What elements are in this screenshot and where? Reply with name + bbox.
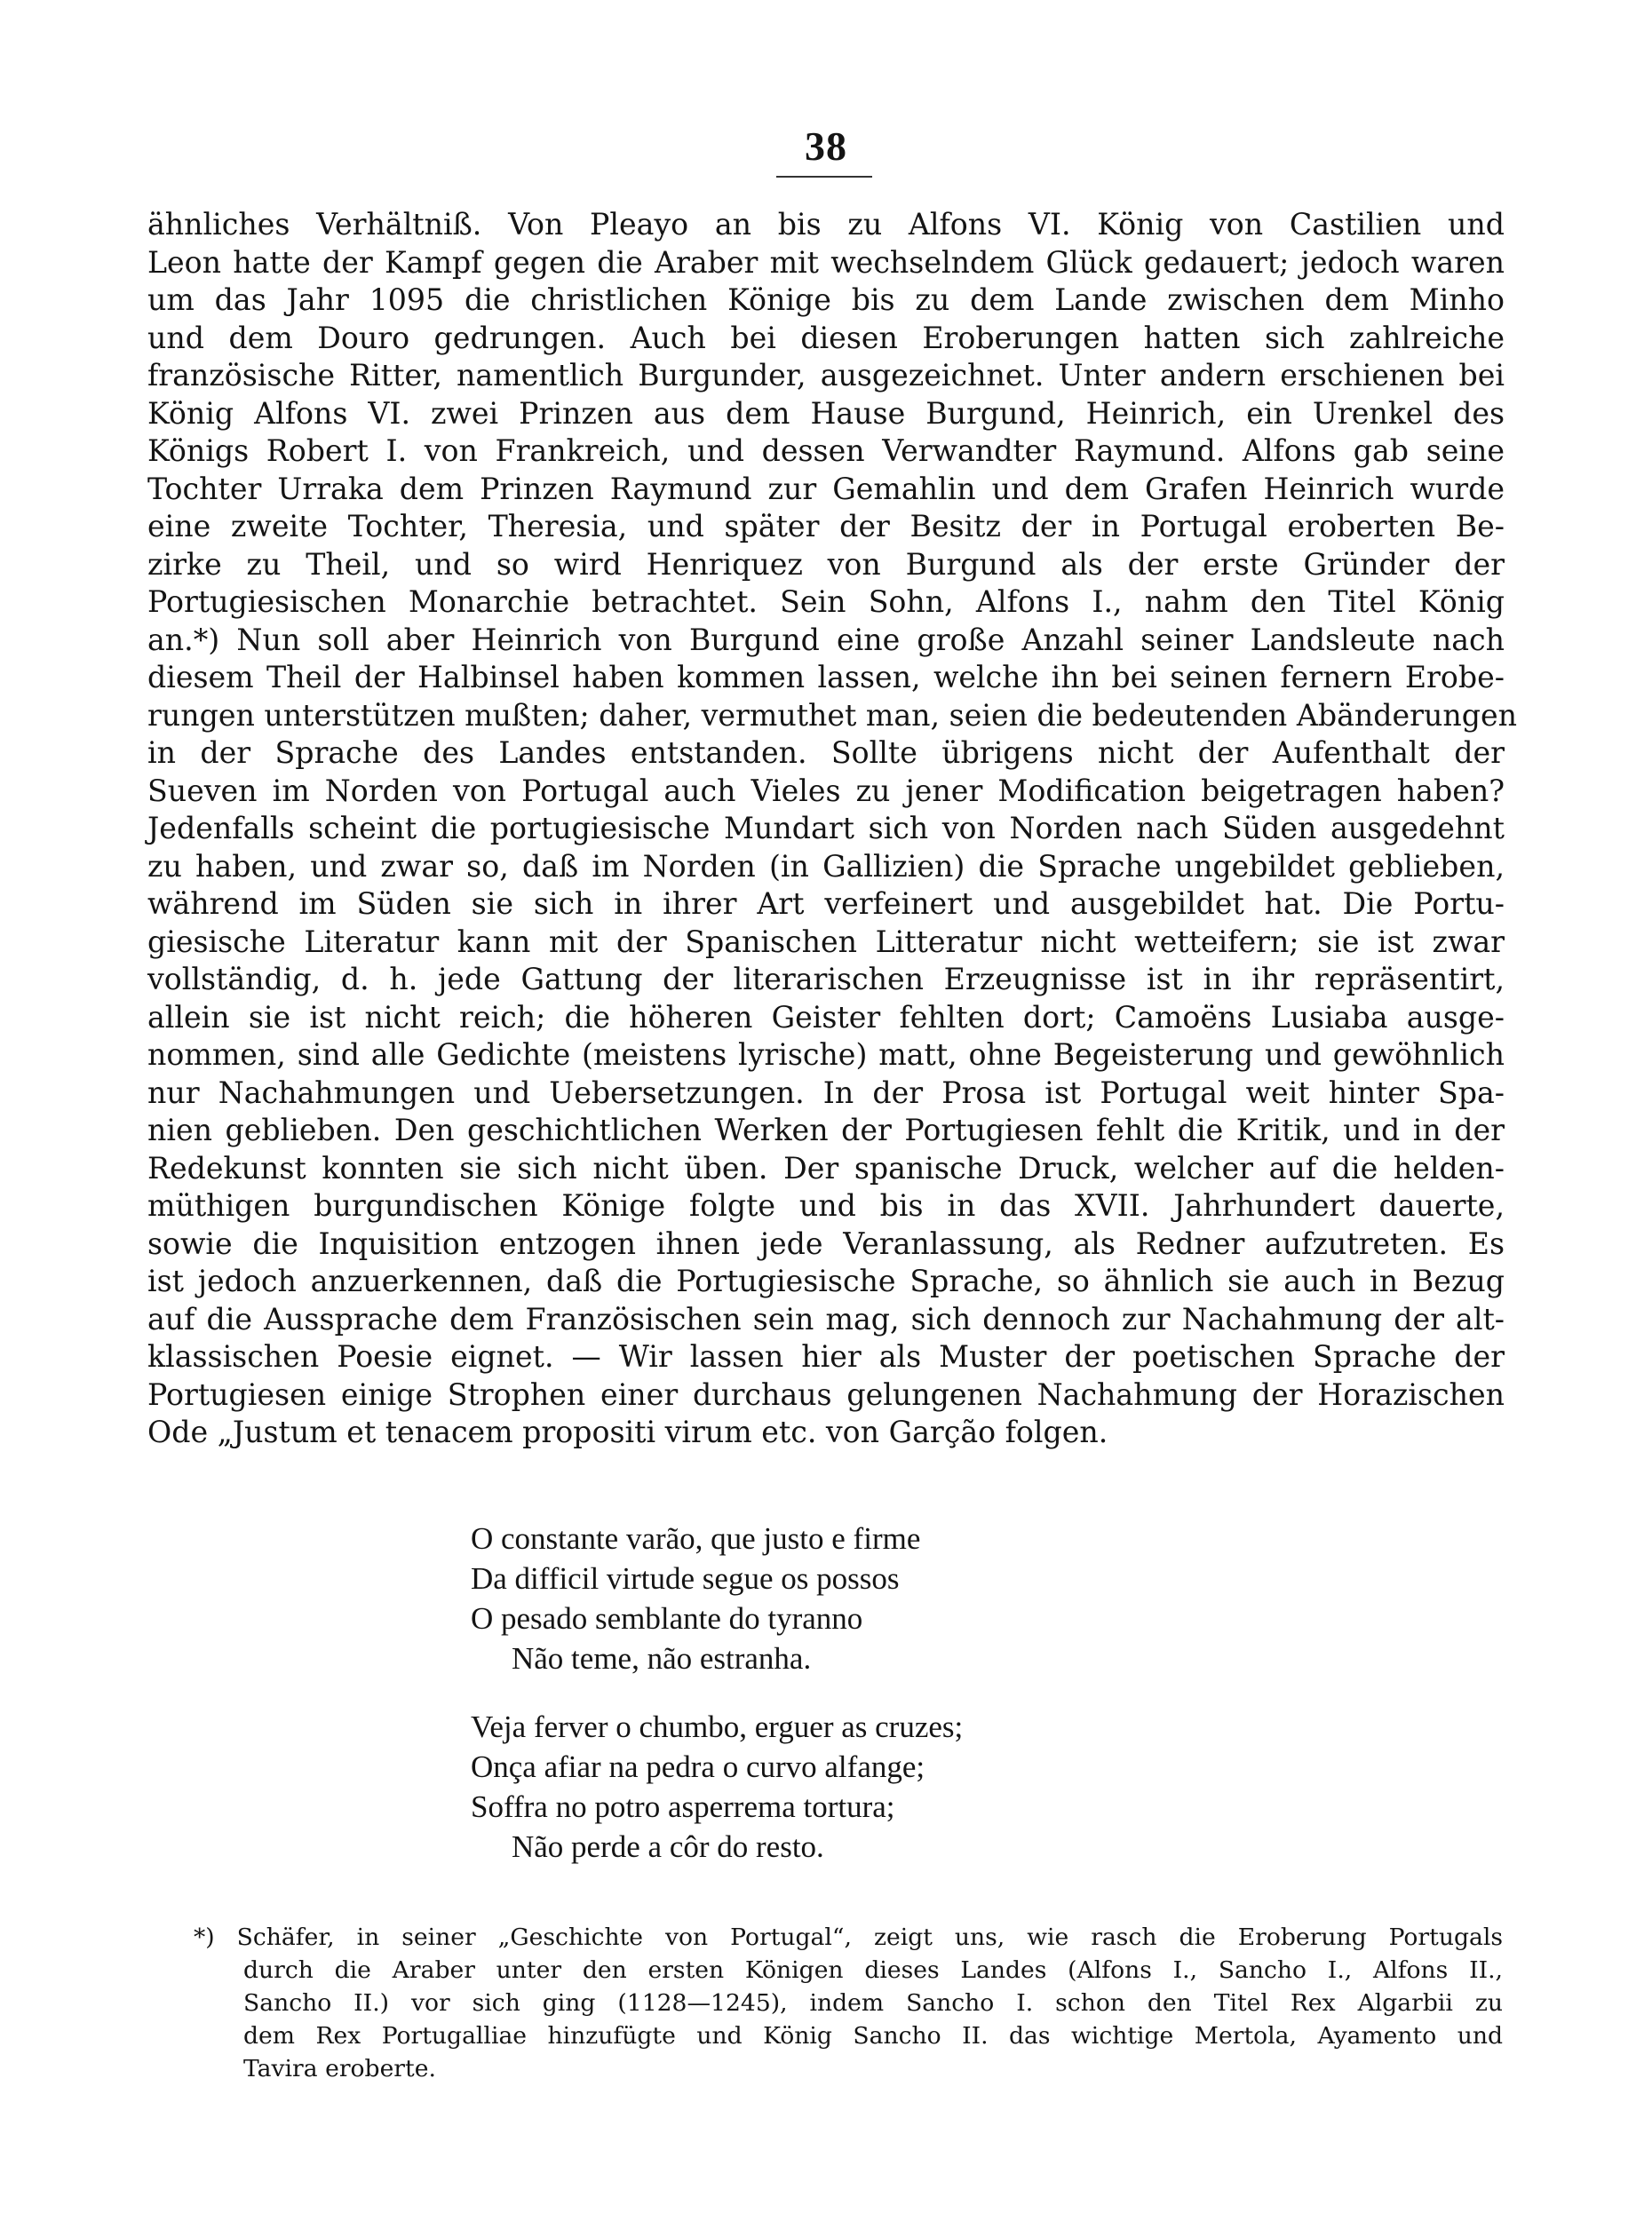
text-line: auf die Aussprache dem Französischen sein mag, sich dennoch zur Nachahmung der alt-: [147, 1301, 1505, 1337]
text-line: in der Sprache des Landes entstanden. Sollte übrigens nicht der Aufenthalt der: [147, 735, 1505, 770]
text-line: französische Ritter, namentlich Burgunder, ausgezeichnet. Unter andern erschienen bei: [147, 358, 1505, 393]
footnote-line: *) Schäfer, in seiner „Geschichte von Portugal“, zeigt uns, wie rasch die Eroberung Portugals: [194, 1924, 1503, 1951]
text-line: sowie die Inquisition entzogen ihnen jede Veranlassung, als Redner aufzutreten. Es: [147, 1226, 1505, 1261]
text-line: allein sie ist nicht reich; die höheren Geister fehlten dort; Camoëns Lusiaba ausge-: [147, 999, 1505, 1035]
text-line: nommen, sind alle Gedichte (meistens lyrische) matt, ohne Begeisterung und gewöhnlich: [147, 1037, 1505, 1072]
text-line: ist jedoch anzuerkennen, daß die Portugiesische Sprache, so ähnlich sie auch in Bezug: [147, 1264, 1505, 1298]
text-line: vollständig, d. h. jede Gattung der literarischen Erzeugnisse ist in ihr repräsentirt,: [147, 962, 1505, 996]
text-line: rungen unterstützen mußten; daher, vermuthet man, seien die bedeutenden Abänderungen: [147, 697, 1517, 733]
text-line: zirke zu Theil, und so wird Henriquez von Burgund als der erste Gründer der: [147, 546, 1505, 582]
text-line: klassischen Poesie eignet. — Wir lassen hier als Muster der poetischen Sprache der: [147, 1339, 1505, 1374]
verse-line: Onça afiar na pedra o curvo alfange;: [471, 1749, 925, 1784]
text-line: während im Süden sie sich in ihrer Art verfeinert und ausgebildet hat. Die Portu-: [147, 886, 1505, 921]
text-line: Jedenfalls scheint die portugiesische Mundart sich von Norden nach Süden ausgedehnt: [147, 811, 1505, 845]
footnote-line-last: Tavira eroberte.: [243, 2055, 436, 2082]
verse-line: Não perde a côr do resto.: [512, 1829, 824, 1864]
main-text-block: [147, 206, 1517, 1452]
footnote-line: durch die Araber unter den ersten Königen dieses Landes (Alfons I., Sancho I., Alfons II.,: [243, 1956, 1503, 1984]
text-line: diesem Theil der Halbinsel haben kommen lassen, welche ihn bei seinen fernern Erobe-: [147, 660, 1505, 694]
text-line: nien geblieben. Den geschichtlichen Werken der Portugiesen fehlt die Kritik, und in der: [147, 1113, 1505, 1147]
text-line: nur Nachahmungen und Uebersetzungen. In der Prosa ist Portugal weit hinter Spa-: [147, 1075, 1505, 1110]
verse-line: Veja ferver o chumbo, erguer as cruzes;: [471, 1709, 964, 1744]
footnote-block: [194, 1921, 1503, 2085]
text-line: an.*) Nun soll aber Heinrich von Burgund eine große Anzahl seiner Landsleute nach: [147, 622, 1505, 657]
text-line: müthigen burgundischen Könige folgte und bis in das XVII. Jahrhundert dauerte,: [147, 1188, 1505, 1223]
header-rule: [776, 176, 872, 178]
footnote-line: Sancho II.) vor sich ging (1128—1245), indem Sancho I. schon den Titel Rex Algarbii zu: [243, 1989, 1503, 2017]
text-line: Portugiesischen Monarchie betrachtet. Sein Sohn, Alfons I., nahm den Titel König: [147, 584, 1505, 619]
text-line: und dem Douro gedrungen. Auch bei diesen Eroberungen hatten sich zahlreiche: [147, 320, 1505, 355]
text-line: Königs Robert I. von Frankreich, und dessen Verwandter Raymund. Alfons gab seine: [147, 433, 1505, 468]
text-line-last: Ode „Justum et tenacem propositi virum etc. von Garção folgen.: [147, 1415, 1108, 1449]
verse-line: O pesado semblante do tyranno: [471, 1601, 863, 1636]
verse-line: O constante varão, que justo e firme: [471, 1521, 921, 1556]
text-line: zu haben, und zwar so, daß im Norden (in Gallizien) die Sprache ungebildet geblieben,: [147, 848, 1505, 884]
text-line: Leon hatte der Kampf gegen die Araber mit wechselndem Glück gedauert; jedoch waren: [147, 244, 1505, 280]
text-line: Tochter Urraka dem Prinzen Raymund zur Gemahlin und dem Grafen Heinrich wurde: [147, 471, 1505, 506]
text-line: Redekunst konnten sie sich nicht üben. Der spanische Druck, welcher auf die helden-: [147, 1150, 1505, 1186]
text-line: giesische Literatur kann mit der Spanischen Litteratur nicht wetteifern; sie ist zwar: [147, 924, 1505, 959]
verse-line: Não teme, não estranha.: [512, 1641, 812, 1676]
page-number: 38: [805, 123, 847, 169]
verse-line: Soffra no potro asperrema tortura;: [471, 1789, 895, 1824]
text-line: um das Jahr 1095 die christlichen Könige bis zu dem Lande zwischen dem Minho: [147, 282, 1505, 317]
text-line: Sueven im Norden von Portugal auch Vieles zu jener Modification beigetragen haben?: [147, 773, 1505, 808]
text-line: eine zweite Tochter, Theresia, und später der Besitz der in Portugal eroberten Be-: [147, 509, 1505, 543]
text-line: ähnliches Verhältniß. Von Pleayo an bis zu Alfons VI. König von Castilien und: [147, 207, 1505, 242]
text-line: König Alfons VI. zwei Prinzen aus dem Hause Burgund, Heinrich, ein Urenkel des: [147, 395, 1505, 431]
poem-stanza-1: [471, 1519, 1270, 1678]
poem-stanza-2: [471, 1707, 1270, 1867]
text-line: Portugiesen einige Strophen einer durchaus gelungenen Nachahmung der Horazischen: [147, 1376, 1505, 1412]
footnote-line: dem Rex Portugalliae hinzufügte und König Sancho II. das wichtige Mertola, Ayamento und: [243, 2022, 1503, 2050]
verse-line: Da difficil virtude segue os possos: [471, 1561, 900, 1596]
